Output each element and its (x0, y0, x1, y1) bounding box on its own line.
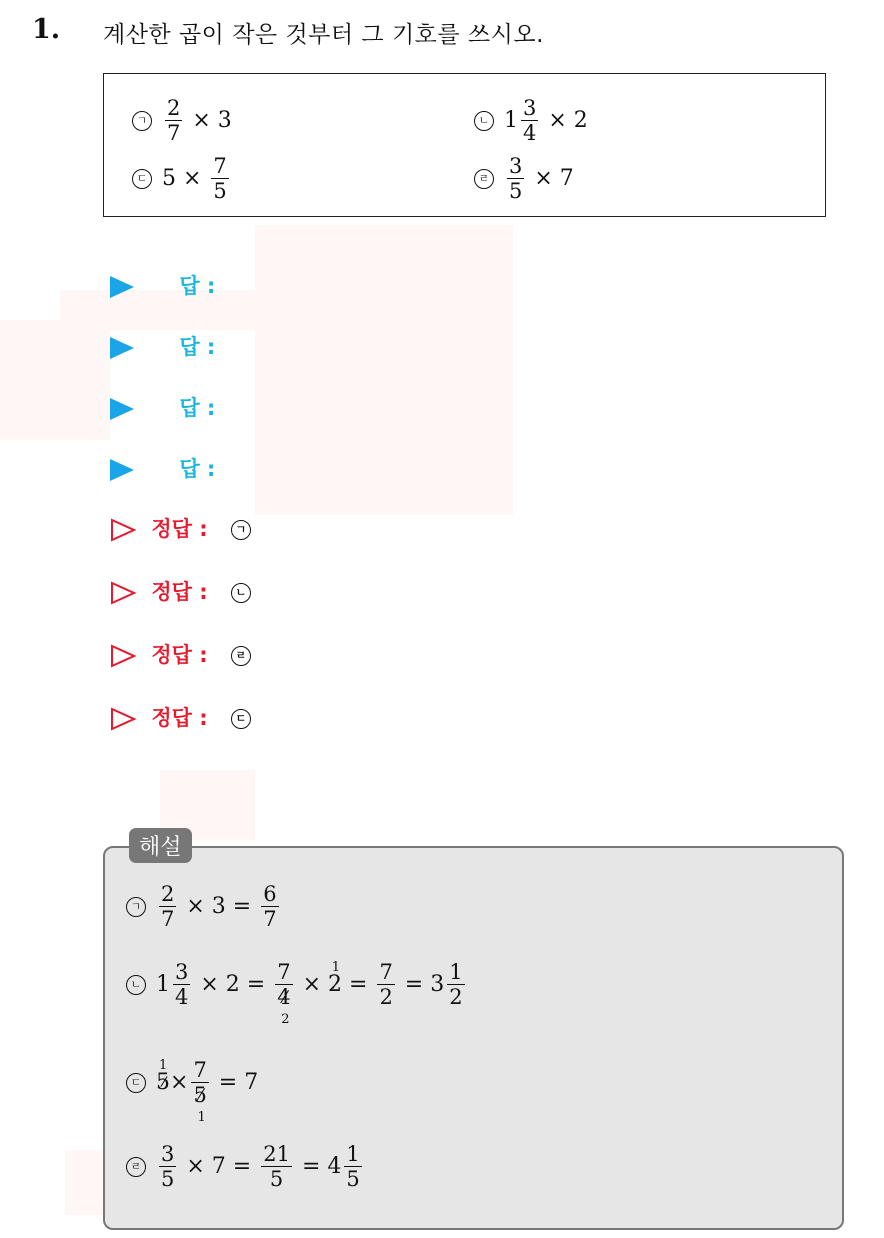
outline-play-icon (110, 707, 136, 731)
answer-row (110, 453, 215, 483)
options-box (103, 73, 826, 217)
answer-row (110, 331, 215, 361)
correct-mark: ㄷ (231, 709, 251, 729)
mark-a: ㄱ (132, 111, 152, 131)
correct-label: 정답 : (151, 517, 208, 541)
option-a: ㄱ $\frac{2}{7}$ × 3 (132, 96, 232, 145)
outline-play-icon (110, 644, 136, 668)
correct-mark: ㄱ (231, 520, 251, 540)
mark-b: ㄴ (126, 975, 146, 995)
mark-c: ㄷ (126, 1073, 146, 1093)
outline-play-icon (110, 581, 136, 605)
correct-mark: ㄴ (231, 583, 251, 603)
correct-row (110, 576, 261, 606)
correct-label: 정답 : (151, 580, 208, 604)
solution-tag: 해설 (129, 828, 192, 863)
play-icon (110, 276, 134, 298)
correct-label: 정답 : (151, 706, 208, 730)
option-c: ㄷ 5 × $\frac{7}{5}$ (132, 154, 232, 203)
correct-label: 정답 : (151, 643, 208, 667)
answer-label: 답 : (179, 457, 216, 481)
answer-row (110, 270, 215, 300)
answer-label: 답 : (179, 335, 216, 359)
correct-row (110, 639, 261, 669)
play-icon (110, 398, 134, 420)
mark-c: ㄷ (132, 169, 152, 189)
mark-b: ㄴ (474, 111, 494, 131)
correct-mark: ㄹ (231, 646, 251, 666)
solution-line-a: ㄱ $\frac{2}{7}$ × 3 = $\frac{6}{7}$ (126, 882, 282, 931)
answer-row (110, 392, 215, 422)
answer-label: 답 : (179, 396, 216, 420)
play-icon (110, 337, 134, 359)
solution-line-d: ㄹ $\frac{3}{5}$ × 7 = $\frac{21}{5}$ = 4 $\frac{1}{5}$ (126, 1142, 365, 1191)
option-b: ㄴ 1 $\frac{3}{4}$ × 2 (474, 96, 588, 145)
correct-row (110, 513, 261, 543)
mark-d: ㄹ (126, 1157, 146, 1177)
mark-d: ㄹ (474, 169, 494, 189)
correct-row (110, 702, 261, 732)
solution-line-c: ㄷ 5 1 × 7 5 1 = 7 (126, 1058, 258, 1107)
mark-a: ㄱ (126, 897, 146, 917)
play-icon (110, 459, 134, 481)
answer-label: 답 : (179, 274, 216, 298)
option-d: ㄹ $\frac{3}{5}$ × 7 (474, 154, 574, 203)
solution-line-b: ㄴ 1 $\frac{3}{4}$ × 2 = 7 4 2 × 2 1 = $\frac{7}{2}$ = 3 $\frac{1}{2}$ (126, 960, 468, 1009)
outline-play-icon (110, 518, 136, 542)
question-text: 계산한 곱이 작은 것부터 그 기호를 쓰시오. (103, 22, 544, 48)
problem-number: 1. (32, 14, 61, 45)
